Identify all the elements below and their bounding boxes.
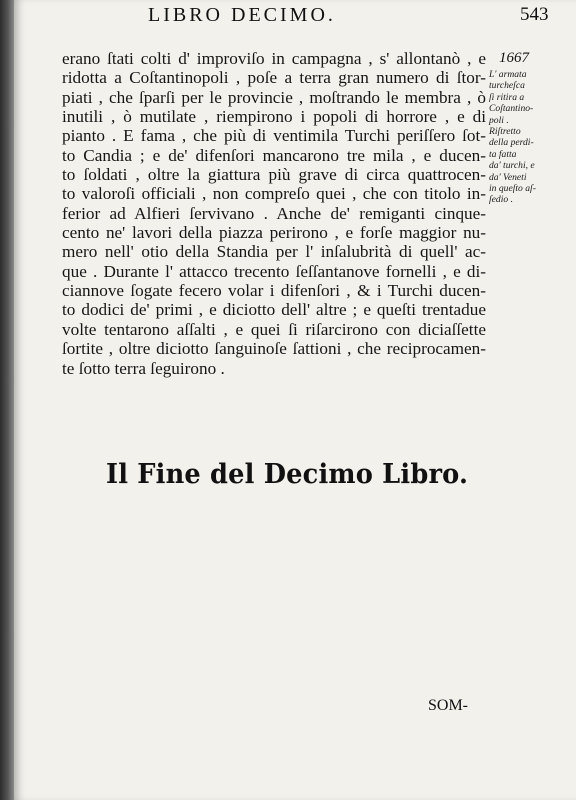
body-text	[62, 49, 486, 378]
book-binding-edge	[0, 0, 14, 800]
text-line: cento ne' lavori della piazza perirono , e forſe maggior nu-	[62, 223, 486, 243]
text-line: ferior ad Alfieri ſervivano . Anche de' remiganti cinque-	[62, 203, 486, 223]
marginal-note-line: da' Veneti	[489, 171, 527, 183]
text-line: erano ſtati colti d' improviſo in campagna , s' allontanò , e	[62, 49, 486, 68]
text-line: piati , che ſparſi per le provincie , moſtrando le membra , ò	[62, 87, 486, 107]
text-line: to ſoldati , oltre la giattura più grave di circa quattrocen-	[62, 165, 486, 185]
text-line: volte tentarono aſſalti , e quei ſi riſarcirono con diciaſſette	[62, 319, 486, 339]
text-line: ridotta a Coſtantinopoli , poſe a terra gran numero di ſtor-	[62, 68, 486, 88]
text-line: ſortite , oltre diciotto ſanguinoſe ſattioni , che reciprocamen-	[62, 339, 486, 359]
text-line: pianto . E fama , che più di ventimila Turchi periſſero ſot-	[62, 126, 486, 146]
marginal-note	[489, 69, 576, 206]
marginal-note-line: Riſtretto	[489, 126, 521, 138]
end-of-book-title: Il Fine del Decimo Libro.	[106, 459, 469, 490]
text-line: mero nell' otio della Standia per l' inſalubrità di quell' ac-	[62, 242, 486, 262]
marginal-note-line: ta fatta	[489, 148, 517, 160]
text-line: to Candia ; e de' difenſori mancarono tre mila , e ducen-	[62, 145, 486, 165]
marginal-note-line: in queſto aſ-	[489, 183, 536, 195]
marginal-note-line: L' armata	[489, 69, 527, 80]
catchword: SOM-	[428, 697, 469, 714]
page-number: 543	[520, 4, 549, 25]
text-line: to valoroſi officiali , non compreſo quei , che con titolo in-	[62, 184, 486, 204]
marginal-year: 1667	[499, 50, 529, 66]
text-line: ciannove ſogate fecero volar i difenſori , & i Turchi ducen-	[62, 281, 486, 301]
marginal-note-line: della perdi-	[489, 137, 534, 149]
marginal-note-line: poli .	[489, 114, 509, 126]
running-head: LIBRO DECIMO.	[148, 4, 336, 26]
marginal-note-line: da' turchi, e	[489, 160, 535, 172]
text-line: to dodici de' primi , e diciotto dell' altre ; e queſti trentadue	[62, 300, 486, 320]
text-line: inutili , ò mutilate , riempirono i popoli di horrore , e di	[62, 107, 486, 127]
marginal-note-line: Coſtantino-	[489, 103, 534, 115]
marginal-note-line: turcheſca	[489, 80, 525, 92]
book-page	[14, 0, 576, 800]
text-line: que . Durante l' attacco trecento ſeſſantanove fornelli , e di-	[62, 261, 486, 281]
marginal-note-line: ſedio .	[489, 194, 513, 206]
text-line: te ſotto terra ſeguirono .	[62, 358, 225, 378]
marginal-note-line: ſi ritira a	[489, 91, 525, 103]
